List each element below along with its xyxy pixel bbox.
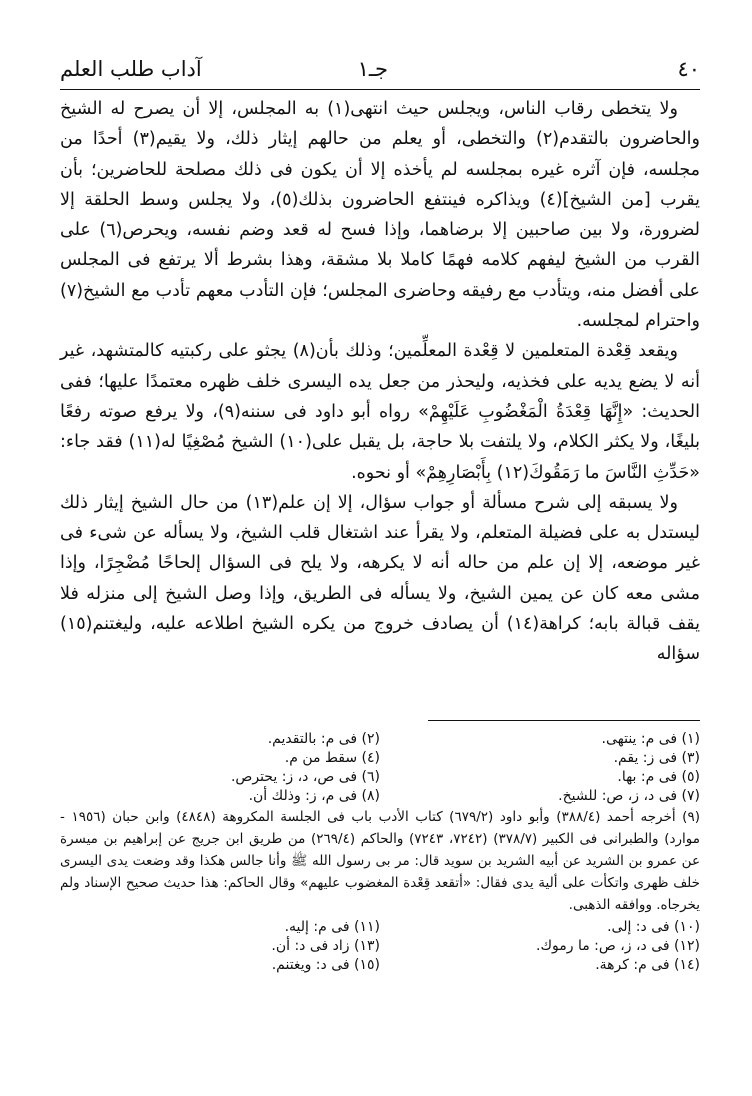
page-number: ٤٠ (677, 57, 700, 81)
footnote: (١١) فى م: إليه. (284, 919, 380, 935)
volume-label: جـ١ (357, 57, 388, 81)
footnote: (١٢) فى د، ز، ص: ما رموك. (536, 938, 700, 954)
footnote: (١٠) فى د: إلى. (607, 919, 700, 935)
footnote-group (60, 919, 700, 973)
footnote: (٥) فى م: بها. (617, 769, 700, 785)
running-header (60, 55, 700, 90)
footnote: (٦) فى ص، د، ز: يحترص. (230, 769, 380, 785)
footnote-separator (428, 720, 700, 721)
footnote: (١٣) زاد فى د: أن. (271, 938, 380, 954)
footnotes (60, 731, 700, 973)
footnote: (١) فى م: ينتهى. (601, 731, 700, 747)
footnote: (٤) سقط من م. (284, 750, 380, 766)
footnote-group (60, 731, 700, 804)
footnote: (١٤) فى م: كرهة. (595, 957, 700, 973)
footnote: (٣) فى ز: يقم. (613, 750, 700, 766)
footnote: (١٥) فى د: ويغتنم. (271, 957, 380, 973)
footnote: (٧) فى د، ز، ص: للشيخ. (558, 788, 700, 804)
main-text (60, 94, 700, 670)
paragraph: ولا يتخطى رقاب الناس، ويجلس حيث انتهى(١) به المجلس، إلا أن يصرح له الشيخ والحاضرون بالتقدم(٢) والتخطى، أو يعلم من حالهم إيثار ذلك، ولا يقيم(٣) أحدًا من مجلسه، فإن آثره غيره بمجلسه لم يأخذه إلا أن يكون فى ذلك مصلحة للحاضرين؛ بأن يقرب [من الشيخ](٤) ويذاكره فينتفع الحاضرون بذلك(٥)، ولا يجلس وسط الحلقة إلا لضرورة، ولا بين صاحبين إلا برضاهما، وإذا فسح له قعد وضم نفسه، ويحرص(٦) على القرب من الشيخ ليفهم كلامه فهمًا كاملا بلا مشقة، وهذا بشرط ألا يرتفع فى المجلس على أفضل منه، ويتأدب مع رفيقه وحاضرى المجلس؛ فإن التأدب معهم تأدب مع الشيخ(٧) واحترام لمجلسه. (60, 99, 700, 332)
book-title: آداب طلب العلم (60, 57, 202, 81)
footnote: (٢) فى م: بالتقديم. (267, 731, 380, 747)
paragraph: ولا يسبقه إلى شرح مسألة أو جواب سؤال، إلا إن علم(١٣) من حال الشيخ إيثار ذلك ليستدل به على فضيلة المتعلم، ولا يقرأ عند اشتغال قلب الشيخ، ولا يسأله عن شىء فى غير موضعه، إلا إن علم من حاله أنه لا يكرهه، ولا يلح فى السؤال إلحاحًا مُضْجِرًا، وإذا مشى معه كان عن يمين الشيخ، ولا يسأله فى الطريق، وإذا وصل الشيخ إلى منزله فلا يقف قبالة بابه؛ كراهة(١٤) أن يصادف خروج من يكره الشيخ اطلاعه عليه، وليغتنم(١٥) سؤاله (60, 492, 700, 665)
footnote-long: (٩) أخرجه أحمد (٣٨٨/٤) وأبو داود (٦٧٩/٢) كتاب الأدب باب فى الجلسة المكروهة (٤٨٤٨) وابن حبان (١٩٥٦ - موارد) والطبرانى فى الكبير (٣٧٨/٧) (٧٢٤٢، ٧٢٤٣) والحاكم (٢٦٩/٤) من طريق ابن جريج عن إبراهيم بن ميسرة عن عمرو بن الشريد عن أبيه الشريد بن سويد قال: مر بى رسول الله ﷺ وأنا جالس هكذا وقد وضعت يدى اليسرى خلف ظهرى واتكأت على ألية يدى فقال: «أتقعد قِعْدة المغضوب عليهم» وقال الحاكم: هذا حديث صحيح الإسناد ولم يخرجاه. ووافقه الذهبى. (60, 809, 700, 913)
paragraph: ويقعد قِعْدة المتعلمين لا قِعْدة المعلِّمين؛ وذلك بأن(٨) يجثو على ركبتيه كالمتشهد، غير أنه لا يضع يديه على فخذيه، وليحذر من جعل يده اليسرى خلف ظهره معتمدًا عليها؛ ففى الحديث: «إِنَّهَا قِعْدَةُ الْمَغْضُوبِ عَلَيْهِمْ» رواه أبو داود فى سننه(٩)، ولا يرفع صوته رفعًا بليغًا، ولا يكثر الكلام، ولا يلتفت بلا حاجة، بل يقبل على(١٠) الشيخ مُصْغِيًا له(١١) فقد جاء: «حَدِّثِ النَّاسَ ما رَمَقُوكَ(١٢) بِأَبْصَارِهِمْ» أو نحوه. (60, 341, 701, 483)
footnote: (٨) فى م، ز: وذلك أن. (248, 788, 380, 804)
